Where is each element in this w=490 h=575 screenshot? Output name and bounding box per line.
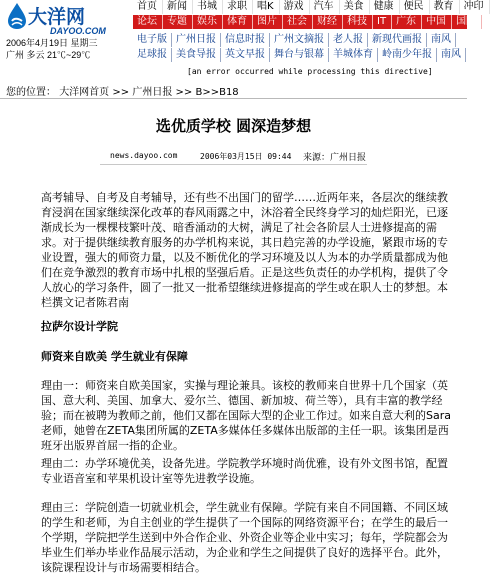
nav-newspaper-link[interactable]: 老人报 bbox=[329, 33, 368, 47]
nav-newspaper-link[interactable]: 信息时报 bbox=[221, 33, 270, 47]
nav-primary-link[interactable]: 美食 bbox=[340, 0, 370, 14]
article-datetime: 2006年03月15日 09:44 bbox=[200, 152, 292, 161]
logo-text: 大洋网 bbox=[28, 6, 86, 28]
nav-channel-link[interactable]: 论坛 bbox=[133, 15, 163, 29]
breadcrumb-home-link[interactable]: 大洋网首页 bbox=[59, 87, 110, 98]
current-date: 2006年4月19日 星期三 bbox=[6, 38, 98, 48]
nav-primary-link[interactable]: 首页 bbox=[133, 0, 163, 14]
article-paragraph-intro: 高考辅导、自考及自考辅导，还有些不出国门的留学……近两年来，各层次的继续教育浸润在国家继续深化改革的春风雨露之中，沐浴着全民终身学习的灿烂阳光，已逐渐成长为一棵棵枝繁叶茂、暗香涌动的大树，满足了社会各阶层人士进修提高的需求。对于提供继续教育服务的办学机构来说，其日趋完善的办学设施，紧跟市场的专业设置，强大的师资力量，以及不断优化的学习环境及以人为本的办学质量都成为他们在竞争激烈的教育市场中扎根的坚强后盾。正是这些负责任的办学机构，提供了令人放心的学习条件，圆了一批又一批希望继续进修提高的学生或在职人士的梦想。本栏撰文记者陈君南 bbox=[41, 191, 448, 309]
nav-primary-link[interactable]: 教育 bbox=[430, 0, 460, 14]
section-heading-teachers: 师资来自欧美 学生就业有保障 bbox=[41, 350, 188, 363]
nav-channel-link[interactable]: 国际 bbox=[452, 15, 482, 29]
nav-row-channels bbox=[133, 15, 477, 29]
nav-primary-link[interactable]: 健康 bbox=[370, 0, 400, 14]
breadcrumb bbox=[6, 83, 239, 98]
nav-channel-link[interactable]: 广东 bbox=[392, 15, 422, 29]
nav-primary-link[interactable]: 汽车 bbox=[310, 0, 340, 14]
nav-channel-link[interactable]: 社会 bbox=[283, 15, 313, 29]
nav-row-primary bbox=[133, 0, 484, 14]
section-heading-school: 拉萨尔设计学院 bbox=[41, 320, 118, 333]
article-source-url: news.dayoo.com bbox=[110, 151, 178, 160]
nav-newspaper-link[interactable]: 南风 bbox=[437, 48, 466, 62]
water-drop-logo-icon bbox=[6, 2, 28, 30]
nav-newspaper-link[interactable]: 广州文摘报 bbox=[270, 33, 329, 47]
nav-newspaper-link[interactable]: 英文早报 bbox=[221, 48, 270, 62]
nav-newspaper-link[interactable]: 电子版 bbox=[133, 33, 172, 47]
nav-primary-link[interactable]: 新闻 bbox=[163, 0, 193, 14]
article-paragraph-reason-2: 理由二：办学环境优美，设备先进。学院教学环境时尚优雅，设有外文图书馆，配置专业语音室和苹果机设计室等先进教学设施。 bbox=[41, 457, 448, 485]
article-source: 来源：广州日报 bbox=[303, 153, 367, 163]
nav-channel-link[interactable]: 科技 bbox=[343, 15, 373, 29]
nav-newspaper-link[interactable]: 南风 bbox=[427, 33, 456, 47]
breadcrumb-separator: >> bbox=[112, 87, 130, 98]
nav-primary-link[interactable]: 求职 bbox=[223, 0, 253, 14]
nav-channel-link[interactable]: 专题 bbox=[163, 15, 193, 29]
breadcrumb-page-link[interactable]: B>>B18 bbox=[195, 87, 239, 98]
nav-newspaper-link[interactable]: 舞台与银幕 bbox=[270, 48, 329, 62]
nav-newspaper-link[interactable]: 美食导报 bbox=[172, 48, 221, 62]
weather-info: 广州 多云 21℃~29℃ bbox=[6, 50, 91, 60]
nav-newspaper-link[interactable]: 广州日报 bbox=[172, 33, 221, 47]
breadcrumb-divider bbox=[0, 98, 467, 99]
nav-primary-link[interactable]: 书城 bbox=[193, 0, 223, 14]
logo-subtext: DAYOO.COM bbox=[50, 26, 106, 36]
nav-primary-link[interactable]: 游戏 bbox=[280, 0, 310, 14]
nav-primary-link[interactable]: 便民 bbox=[400, 0, 430, 14]
article-title: 选优质学校 圆深造梦想 bbox=[155, 117, 312, 135]
nav-channel-link[interactable]: 体育 bbox=[223, 15, 253, 29]
nav-primary-link[interactable]: 唱K bbox=[253, 0, 280, 14]
nav-newspaper-link[interactable]: 岭南少年报 bbox=[378, 48, 437, 62]
nav-row-newspapers-1 bbox=[133, 33, 467, 47]
nav-channel-link[interactable]: 娱乐 bbox=[193, 15, 223, 29]
ssi-error-message: [an error occurred while processing this directive] bbox=[187, 67, 433, 76]
breadcrumb-guangzhou-daily-link[interactable]: 广州日报 bbox=[132, 87, 173, 98]
nav-primary-link[interactable]: 冲印 bbox=[460, 0, 490, 14]
meta-divider bbox=[100, 164, 367, 165]
nav-newspaper-link[interactable]: 足球报 bbox=[133, 48, 172, 62]
nav-row-newspapers-2 bbox=[133, 48, 467, 62]
nav-newspaper-link[interactable]: 羊城体育 bbox=[329, 48, 378, 62]
nav-channel-link[interactable]: IT bbox=[373, 15, 392, 29]
breadcrumb-separator: >> bbox=[175, 87, 193, 98]
nav-channel-link[interactable]: 中国 bbox=[422, 15, 452, 29]
article-paragraph-reason-3: 理由三：学院创造一切就业机会，学生就业有保障。学院有来自不同国籍、不同区域的学生和老师，为自主创业的学生提供了一个国际的网络资源平台；在学生的最后一个学期，学院把学生送到中外合作企业、外资企业等企业中实习；每年，学院都会为毕业生们举办毕业作品展示活动，为企业和学生之间提供了良好的选择平台。此外，该院课程设计与市场需要相结合。 bbox=[41, 501, 448, 574]
nav-channel-link[interactable]: 图片 bbox=[253, 15, 283, 29]
breadcrumb-prefix: 您的位置： bbox=[6, 87, 56, 98]
article-paragraph-reason-1: 理由一：师资来自欧美国家，实操与理论兼具。该校的教师来自世界十几个国家（英国、意大利、美国、加拿大、爱尔兰、德国、新加坡、荷兰等），具有丰富的教学经验；而在被聘为教师之前，他们又都在国际大型的企业工作过。如来自意大利的Sara老师，她曾在ZETA集团所属的ZETA多媒体任多媒体出版部的主任一职。该集团是西班牙出版界首屈一指的企业。 bbox=[41, 379, 451, 452]
nav-newspaper-link[interactable]: 新现代画报 bbox=[368, 33, 427, 47]
nav-channel-link[interactable]: 财经 bbox=[313, 15, 343, 29]
